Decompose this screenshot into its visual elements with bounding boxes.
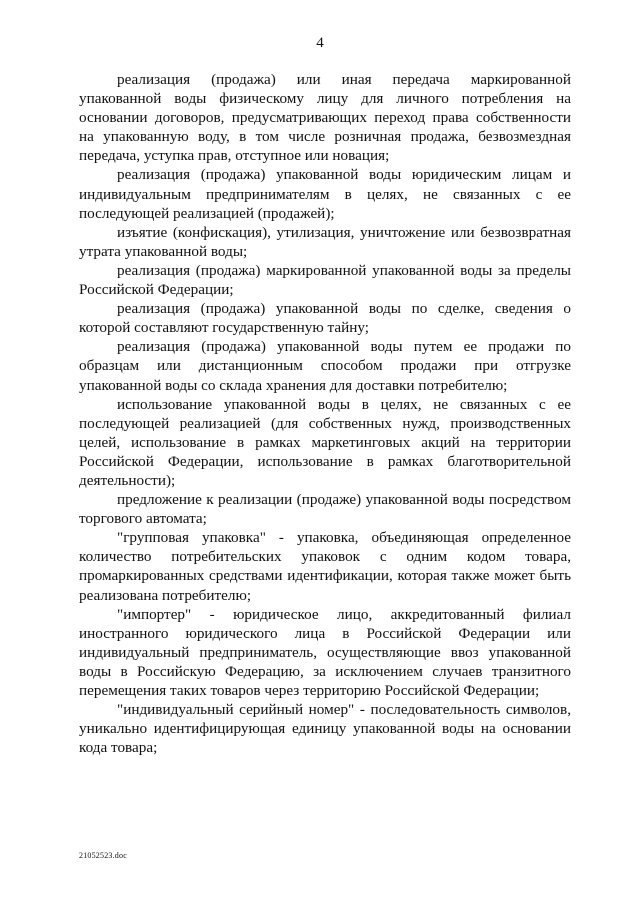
paragraph-9: "групповая упаковка" - упаковка, объединяющая определенное количество потребительских упаковок с одним кодом товара, промаркированных средствами идентификации, которая также может быть реализована потребителю; bbox=[79, 529, 571, 604]
page-number: 4 bbox=[316, 35, 324, 51]
footer-filename: 21052523.doc bbox=[79, 851, 127, 860]
paragraph-4: реализация (продажа) маркированной упакованной воды за пределы Российской Федерации; bbox=[79, 261, 571, 299]
paragraph-3: изъятие (конфискация), утилизация, уничтожение или безвозвратная утрата упакованной воды; bbox=[79, 223, 571, 260]
paragraph-10: "импортер" - юридическое лицо, аккредитованный филиал иностранного юридического лица в Российской Федерации или индивидуальный предприниматель, осуществляющие ввоз упакованной воды в Российскую Федерацию, за исключением случаев транзитного перемещения таких товаров через территорию Российской Федерации; bbox=[79, 605, 571, 699]
document-body bbox=[79, 70, 571, 757]
paragraph-8: предложение к реализации (продаже) упакованной воды посредством торгового автомата; bbox=[79, 491, 571, 528]
paragraph-2: реализация (продажа) упакованной воды юридическим лицам и индивидуальным предпринимателям в целях, не связанных с ее последующей реализацией (продажей); bbox=[79, 166, 571, 222]
paragraph-7: использование упакованной воды в целях, не связанных с ее последующей реализацией (для собственных нужд, производственных целей, использование в рамках маркетинговых акций на территории Российской Федерации, использование в рамках благотворительной деятельности); bbox=[79, 395, 571, 489]
paragraph-11: "индивидуальный серийный номер" - последовательность символов, уникально идентифицирующая единицу упакованной воды на основании кода товара; bbox=[79, 701, 571, 757]
paragraph-6: реализация (продажа) упакованной воды путем ее продажи по образцам или дистанционным способом продажи при отгрузке упакованной воды со склада хранения для доставки потребителю; bbox=[79, 338, 571, 394]
paragraph-1: реализация (продажа) или иная передача маркированной упакованной воды физическому лицу для личного потребления на основании договоров, предусматривающих переход права собственности на упакованную воду, в том числе розничная продажа, безвозмездная передача, уступка прав, отступное или новация; bbox=[79, 71, 571, 165]
paragraph-5: реализация (продажа) упакованной воды по сделке, сведения о которой составляют государственную тайну; bbox=[79, 300, 571, 337]
